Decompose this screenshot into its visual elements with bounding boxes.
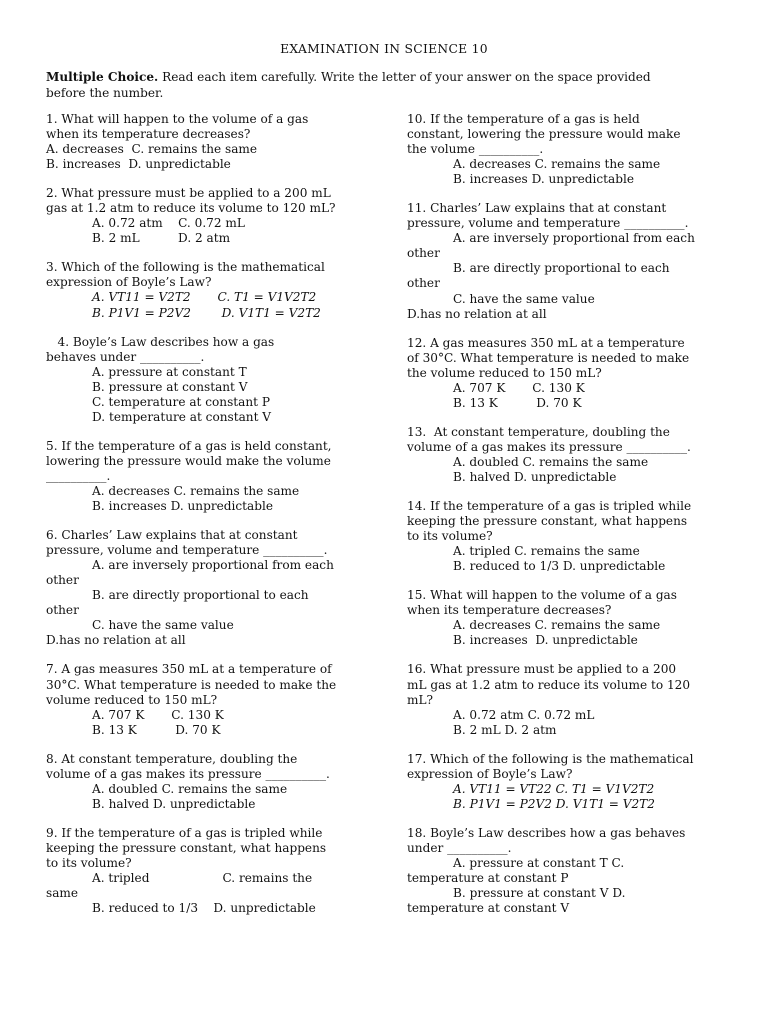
answer-choices: B. halved D. unpredictable	[453, 469, 617, 484]
answer-choices: A. decreases C. remains the same	[92, 483, 300, 498]
answer-choice-wrap: other	[46, 603, 79, 618]
answer-choices: A. decreases C. remains the same	[453, 618, 661, 633]
instructions-text-1: Read each item carefully. Write the letter of your answer on the space provided	[158, 70, 651, 84]
question-text: when its temperature decreases?	[46, 127, 251, 142]
answer-choice: A. pressure at constant T C.	[453, 855, 625, 870]
question-4	[46, 335, 371, 425]
question-11	[407, 201, 732, 321]
answer-choices: A. 707 K C. 130 K	[92, 707, 224, 722]
answer-choices: A. 0.72 atm C. 0.72 mL	[453, 707, 595, 722]
question-text: volume reduced to 150 mL?	[46, 692, 218, 707]
answer-choices: B. increases D. unpredictable	[92, 499, 273, 514]
question-text: behaves under __________.	[46, 349, 205, 364]
question-text: lowering the pressure would make the volume	[46, 453, 331, 468]
instructions-label: Multiple Choice.	[46, 70, 159, 84]
question-text: constant, lowering the pressure would make	[407, 127, 681, 142]
answer-choices: A. VT11 = V2T2 C. T1 = V1V2T2	[92, 290, 317, 305]
question-text: 6. Charles’ Law explains that at constant	[46, 528, 298, 543]
answer-choices: A. decreases C. remains the same	[46, 142, 258, 157]
answer-choice: D. temperature at constant V	[92, 409, 272, 424]
question-text: when its temperature decreases?	[407, 603, 612, 618]
answer-choices: A. VT11 = VT22 C. T1 = V1V2T2	[453, 781, 655, 796]
question-text: 16. What pressure must be applied to a 200	[407, 662, 677, 677]
answer-choice-wrap: other	[46, 573, 79, 588]
answer-choices: A. doubled C. remains the same	[453, 454, 649, 469]
question-text: keeping the pressure constant, what happens	[46, 840, 327, 855]
answer-choice: B. are directly proportional to each	[453, 261, 670, 276]
question-text: 9. If the temperature of a gas is tripled while	[46, 825, 323, 840]
instructions	[46, 69, 736, 101]
question-9	[46, 826, 371, 916]
answer-choice: B. are directly proportional to each	[92, 588, 309, 603]
question-text: 7. A gas measures 350 mL at a temperature of	[46, 662, 332, 677]
question-text: the volume reduced to 150 mL?	[407, 365, 602, 380]
question-16	[407, 662, 732, 737]
question-text: to its volume?	[407, 529, 493, 544]
answer-choices: A. 707 K C. 130 K	[453, 380, 585, 395]
question-12	[407, 336, 732, 411]
question-text: the volume __________.	[407, 142, 544, 157]
answer-choice: C. have the same value	[92, 618, 234, 633]
answer-choices: A. tripled C. remains the	[92, 871, 313, 886]
question-text: expression of Boyle’s Law?	[407, 766, 573, 781]
answer-choices: B. P1V1 = P2V2 D. V1T1 = V2T2	[453, 796, 655, 811]
question-text: expression of Boyle’s Law?	[46, 275, 212, 290]
question-text: 12. A gas measures 350 mL at a temperature	[407, 335, 685, 350]
answer-choice-wrap: other	[407, 246, 440, 261]
question-text: 2. What pressure must be applied to a 200 mL	[46, 186, 331, 201]
question-17	[407, 752, 732, 812]
question-text: mL gas at 1.2 atm to reduce its volume to 120	[407, 677, 691, 692]
left-column	[46, 112, 371, 930]
question-text: gas at 1.2 atm to reduce its volume to 120 mL?	[46, 201, 336, 216]
answer-choices: B. increases D. unpredictable	[453, 633, 638, 648]
question-text: 11. Charles’ Law explains that at constant	[407, 201, 667, 216]
question-8	[46, 752, 371, 812]
answer-choice-wrap: temperature at constant P	[407, 871, 569, 886]
question-text: to its volume?	[46, 855, 132, 870]
question-5	[46, 439, 371, 514]
answer-choices: B. reduced to 1/3 D. unpredictable	[92, 901, 316, 916]
answer-choice: C. have the same value	[453, 291, 595, 306]
exam-title: EXAMINATION IN SCIENCE 10	[280, 42, 488, 56]
question-text: under __________.	[407, 840, 512, 855]
answer-choices: B. 2 mL D. 2 atm	[92, 231, 231, 246]
answer-choices: B. reduced to 1/3 D. unpredictable	[453, 559, 666, 574]
answer-choices: A. tripled C. remains the same	[453, 544, 640, 559]
question-18	[407, 826, 732, 916]
question-text: pressure, volume and temperature __________.	[46, 543, 328, 558]
question-text: volume of a gas makes its pressure __________.	[46, 766, 330, 781]
answer-choices: B. halved D. unpredictable	[92, 796, 256, 811]
question-7	[46, 662, 371, 737]
question-text: 3. Which of the following is the mathematical	[46, 260, 325, 275]
answer-choices: B. increases D. unpredictable	[453, 172, 634, 187]
answer-choices: A. decreases C. remains the same	[453, 157, 661, 172]
question-text: 10. If the temperature of a gas is held	[407, 112, 640, 126]
right-column	[407, 112, 732, 930]
question-text: keeping the pressure constant, what happens	[407, 514, 688, 529]
question-text: pressure, volume and temperature __________.	[407, 216, 689, 231]
answer-choice-wrap: other	[407, 276, 440, 291]
question-1	[46, 112, 371, 172]
answer-choice: B. pressure at constant V	[92, 379, 248, 394]
question-text: 18. Boyle’s Law describes how a gas behaves	[407, 825, 686, 840]
answer-choice-wrap: same	[46, 886, 79, 901]
answer-choices: B. 13 K D. 70 K	[92, 722, 221, 737]
answer-choice-wrap: temperature at constant V	[407, 901, 570, 916]
question-3	[46, 260, 371, 320]
answer-choice: D.has no relation at all	[407, 306, 547, 321]
question-2	[46, 186, 371, 246]
question-13	[407, 425, 732, 485]
answer-choices: A. 0.72 atm C. 0.72 mL	[92, 216, 245, 231]
answer-blank: __________.	[46, 468, 111, 483]
question-text: 30°C. What temperature is needed to make the	[46, 677, 337, 692]
question-text: volume of a gas makes its pressure __________.	[407, 439, 691, 454]
answer-choices: A. doubled C. remains the same	[92, 781, 288, 796]
answer-choices: B. 13 K D. 70 K	[453, 395, 582, 410]
question-15	[407, 588, 732, 648]
answer-choice: D.has no relation at all	[46, 633, 186, 648]
answer-choice: A. are inversely proportional from each	[92, 558, 334, 573]
answer-choice: A. pressure at constant T	[92, 364, 247, 379]
instructions-text-2: before the number.	[46, 86, 164, 100]
answer-choices: B. 2 mL D. 2 atm	[453, 722, 557, 737]
question-text: 17. Which of the following is the mathematical	[407, 751, 694, 766]
answer-choice: C. temperature at constant P	[92, 394, 270, 409]
question-10	[407, 112, 732, 187]
question-text: 14. If the temperature of a gas is tripled while	[407, 499, 692, 514]
question-6	[46, 528, 371, 648]
answer-choices: B. P1V1 = P2V2 D. V1T1 = V2T2	[92, 305, 321, 320]
question-text: 15. What will happen to the volume of a gas	[407, 588, 677, 603]
question-text: 5. If the temperature of a gas is held constant,	[46, 438, 332, 453]
question-text: of 30°C. What temperature is needed to make	[407, 350, 690, 365]
question-text: 13. At constant temperature, doubling the	[407, 424, 670, 439]
question-text: 8. At constant temperature, doubling the	[46, 751, 298, 766]
answer-choice: A. are inversely proportional from each	[453, 231, 695, 246]
question-text: mL?	[407, 692, 433, 707]
answer-choice: B. pressure at constant V D.	[453, 886, 626, 901]
question-text: 4. Boyle’s Law describes how a gas	[46, 334, 275, 349]
question-text: 1. What will happen to the volume of a gas	[46, 112, 309, 126]
question-14	[407, 499, 732, 574]
answer-choices: B. increases D. unpredictable	[46, 157, 231, 172]
